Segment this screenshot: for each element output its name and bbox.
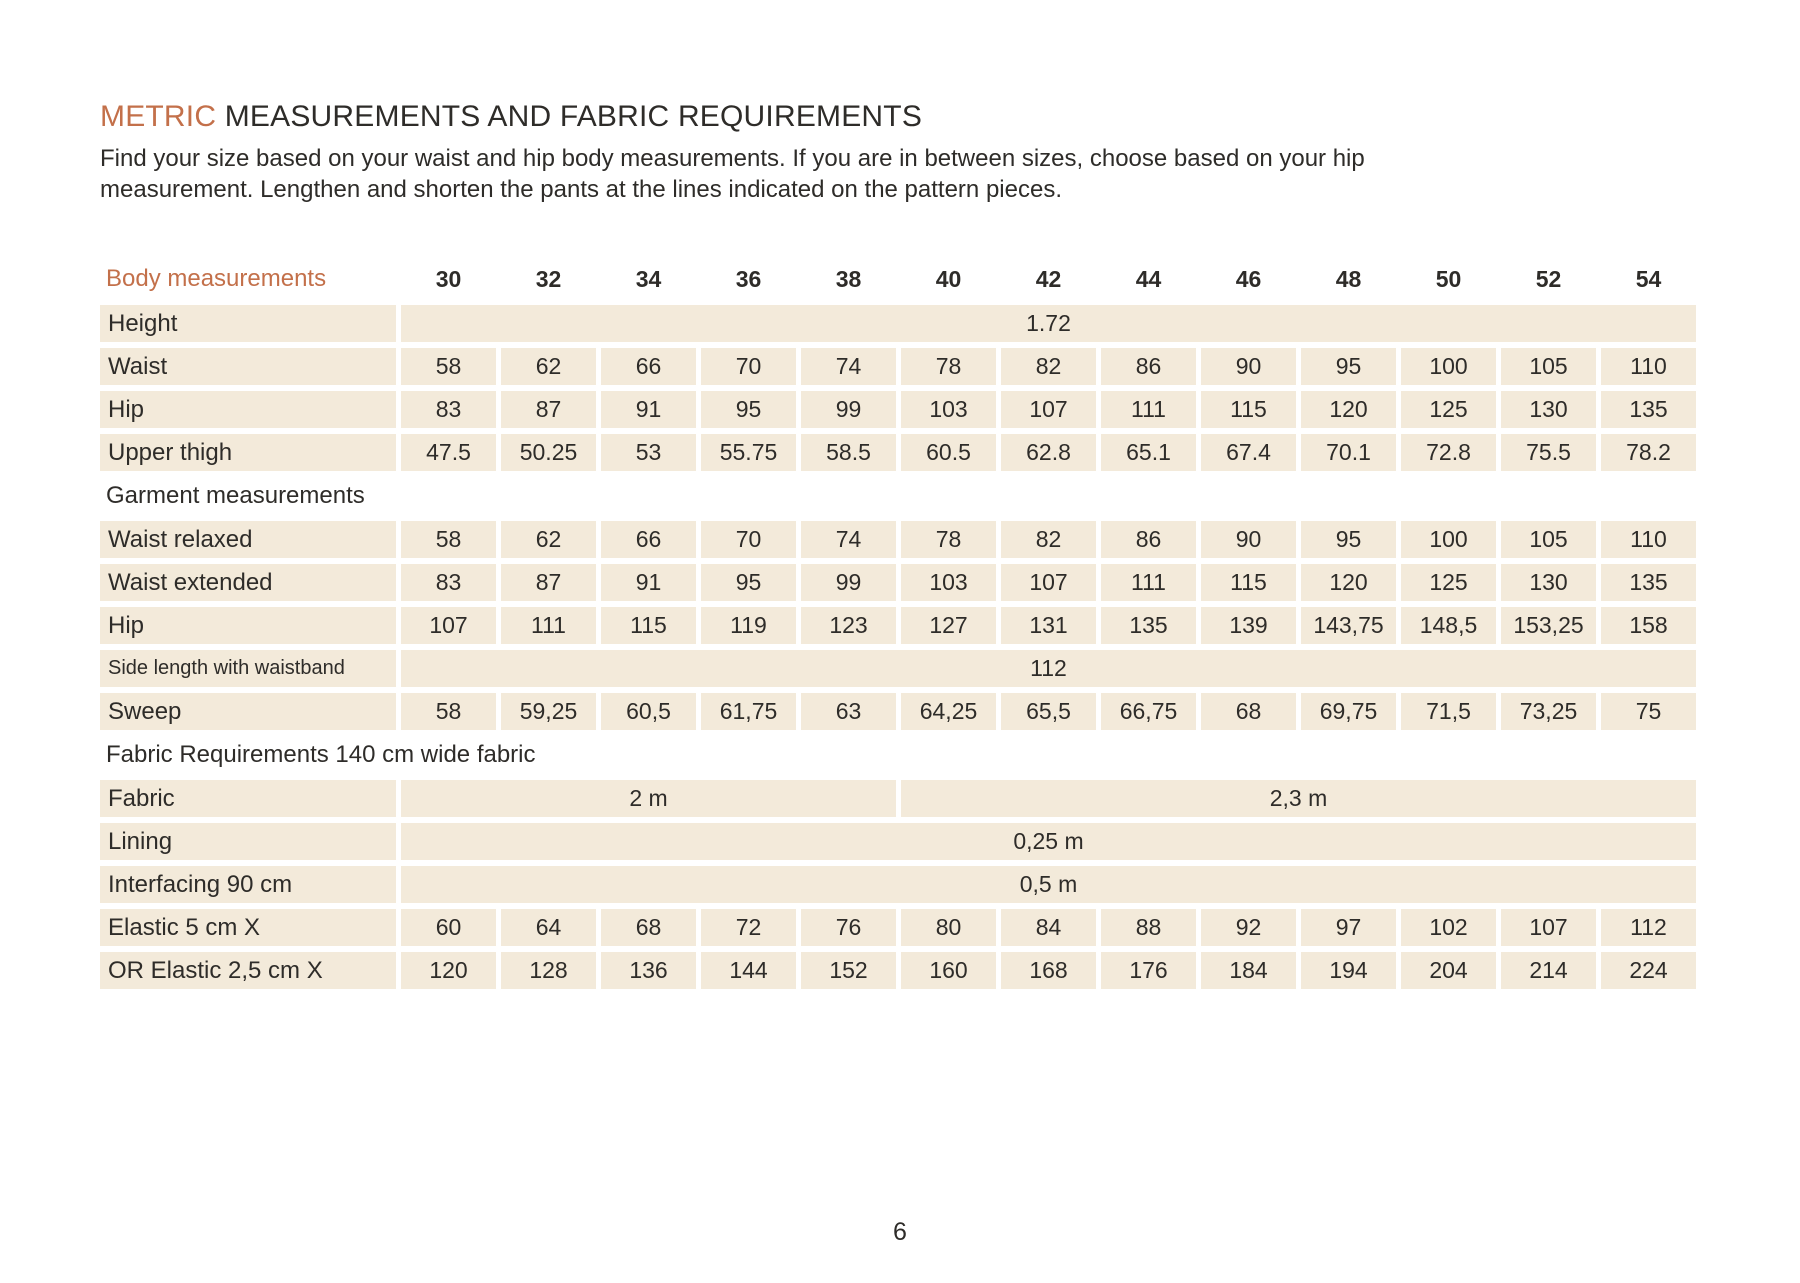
value-cell: 87 bbox=[501, 391, 596, 428]
value-cell: 103 bbox=[901, 564, 996, 601]
value-cell: 75.5 bbox=[1501, 434, 1596, 471]
value-cell: 78 bbox=[901, 521, 996, 558]
value-cell: 120 bbox=[1301, 391, 1396, 428]
size-column-header: 30 bbox=[435, 265, 462, 292]
value-cell: 88 bbox=[1101, 909, 1196, 946]
page-title-accent: METRIC bbox=[100, 100, 217, 133]
value-cell: 158 bbox=[1601, 607, 1696, 644]
row-label: Side length with waistband bbox=[100, 650, 396, 687]
value-cell: 143,75 bbox=[1301, 607, 1396, 644]
value-cell: 95 bbox=[701, 564, 796, 601]
value-cell: 131 bbox=[1001, 607, 1096, 644]
value-cell: 136 bbox=[601, 952, 696, 989]
value-cell: 83 bbox=[401, 564, 496, 601]
value-cell: 194 bbox=[1301, 952, 1396, 989]
value-cell: 69,75 bbox=[1301, 693, 1396, 730]
value-cell: 67.4 bbox=[1201, 434, 1296, 471]
table-header-label: Body measurements bbox=[106, 265, 327, 292]
value-cell: 152 bbox=[801, 952, 896, 989]
value-cell: 107 bbox=[1001, 564, 1096, 601]
value-cell: 70.1 bbox=[1301, 434, 1396, 471]
value-cell: 92 bbox=[1201, 909, 1296, 946]
value-cell: 103 bbox=[901, 391, 996, 428]
value-cell: 75 bbox=[1601, 693, 1696, 730]
value-cell: 65,5 bbox=[1001, 693, 1096, 730]
size-column-header: 48 bbox=[1335, 265, 1362, 292]
row-label: Interfacing 90 cm bbox=[100, 866, 396, 903]
row-label: Waist relaxed bbox=[100, 521, 396, 558]
row-label: Waist extended bbox=[100, 564, 396, 601]
value-cell: 120 bbox=[401, 952, 496, 989]
value-cell: 62 bbox=[501, 348, 596, 385]
size-column-header: 38 bbox=[835, 265, 862, 292]
row-label: OR Elastic 2,5 cm X bbox=[100, 952, 396, 989]
value-cell: 112 bbox=[1601, 909, 1696, 946]
value-cell: 204 bbox=[1401, 952, 1496, 989]
value-cell: 99 bbox=[801, 564, 896, 601]
value-cell: 86 bbox=[1101, 348, 1196, 385]
value-cell: 53 bbox=[601, 434, 696, 471]
value-cell: 144 bbox=[701, 952, 796, 989]
value-cell: 184 bbox=[1201, 952, 1296, 989]
size-table bbox=[100, 259, 1696, 989]
value-cell: 62 bbox=[501, 521, 596, 558]
page-content bbox=[100, 0, 1700, 989]
size-column-header: 40 bbox=[935, 265, 962, 292]
value-cell: 107 bbox=[1001, 391, 1096, 428]
value-cell: 91 bbox=[601, 564, 696, 601]
value-cell: 58 bbox=[401, 693, 496, 730]
value-cell: 135 bbox=[1101, 607, 1196, 644]
value-cell: 176 bbox=[1101, 952, 1196, 989]
value-cell: 0,25 m bbox=[401, 823, 1696, 860]
size-column-header: 46 bbox=[1235, 265, 1262, 292]
value-cell: 70 bbox=[701, 521, 796, 558]
value-cell: 80 bbox=[901, 909, 996, 946]
value-cell: 102 bbox=[1401, 909, 1496, 946]
value-cell: 115 bbox=[1201, 564, 1296, 601]
value-cell: 76 bbox=[801, 909, 896, 946]
value-cell: 50.25 bbox=[501, 434, 596, 471]
value-cell: 72.8 bbox=[1401, 434, 1496, 471]
value-cell: 111 bbox=[1101, 391, 1196, 428]
value-cell: 60 bbox=[401, 909, 496, 946]
value-cell: 62.8 bbox=[1001, 434, 1096, 471]
size-column-header: 44 bbox=[1135, 265, 1162, 292]
size-column-header: 52 bbox=[1535, 265, 1562, 292]
value-cell: 66,75 bbox=[1101, 693, 1196, 730]
value-cell: 63 bbox=[801, 693, 896, 730]
value-cell: 110 bbox=[1601, 348, 1696, 385]
value-cell: 100 bbox=[1401, 348, 1496, 385]
value-cell: 1.72 bbox=[401, 305, 1696, 342]
value-cell: 74 bbox=[801, 348, 896, 385]
value-cell: 91 bbox=[601, 391, 696, 428]
value-cell: 64,25 bbox=[901, 693, 996, 730]
value-cell: 64 bbox=[501, 909, 596, 946]
value-cell: 125 bbox=[1401, 391, 1496, 428]
value-cell: 82 bbox=[1001, 348, 1096, 385]
row-label: Lining bbox=[100, 823, 396, 860]
value-cell: 107 bbox=[401, 607, 496, 644]
value-cell: 58 bbox=[401, 521, 496, 558]
row-label: Elastic 5 cm X bbox=[100, 909, 396, 946]
value-cell: 112 bbox=[401, 650, 1696, 687]
value-cell: 68 bbox=[1201, 693, 1296, 730]
value-cell: 120 bbox=[1301, 564, 1396, 601]
value-cell: 60.5 bbox=[901, 434, 996, 471]
size-column-header: 54 bbox=[1635, 265, 1662, 292]
value-cell: 2,3 m bbox=[901, 780, 1696, 817]
value-cell: 224 bbox=[1601, 952, 1696, 989]
value-cell: 82 bbox=[1001, 521, 1096, 558]
value-cell: 127 bbox=[901, 607, 996, 644]
size-column-header: 50 bbox=[1435, 265, 1462, 292]
size-column-header: 42 bbox=[1035, 265, 1062, 292]
value-cell: 115 bbox=[1201, 391, 1296, 428]
value-cell: 135 bbox=[1601, 391, 1696, 428]
value-cell: 139 bbox=[1201, 607, 1296, 644]
value-cell: 130 bbox=[1501, 391, 1596, 428]
value-cell: 73,25 bbox=[1501, 693, 1596, 730]
value-cell: 65.1 bbox=[1101, 434, 1196, 471]
value-cell: 0,5 m bbox=[401, 866, 1696, 903]
value-cell: 148,5 bbox=[1401, 607, 1496, 644]
size-column-header: 32 bbox=[535, 265, 562, 292]
size-column-header: 36 bbox=[735, 265, 762, 292]
value-cell: 68 bbox=[601, 909, 696, 946]
value-cell: 111 bbox=[1101, 564, 1196, 601]
value-cell: 110 bbox=[1601, 521, 1696, 558]
row-label: Height bbox=[100, 305, 396, 342]
value-cell: 214 bbox=[1501, 952, 1596, 989]
value-cell: 107 bbox=[1501, 909, 1596, 946]
value-cell: 58 bbox=[401, 348, 496, 385]
section-heading: Garment measurements bbox=[106, 482, 365, 509]
value-cell: 105 bbox=[1501, 348, 1596, 385]
value-cell: 86 bbox=[1101, 521, 1196, 558]
value-cell: 83 bbox=[401, 391, 496, 428]
value-cell: 84 bbox=[1001, 909, 1096, 946]
page-title bbox=[100, 100, 1700, 134]
value-cell: 74 bbox=[801, 521, 896, 558]
value-cell: 78 bbox=[901, 348, 996, 385]
row-label: Hip bbox=[100, 391, 396, 428]
value-cell: 119 bbox=[701, 607, 796, 644]
value-cell: 58.5 bbox=[801, 434, 896, 471]
value-cell: 153,25 bbox=[1501, 607, 1596, 644]
value-cell: 66 bbox=[601, 521, 696, 558]
value-cell: 72 bbox=[701, 909, 796, 946]
row-label: Hip bbox=[100, 607, 396, 644]
value-cell: 71,5 bbox=[1401, 693, 1496, 730]
row-label: Sweep bbox=[100, 693, 396, 730]
value-cell: 100 bbox=[1401, 521, 1496, 558]
value-cell: 2 m bbox=[401, 780, 896, 817]
intro-paragraph bbox=[100, 143, 1700, 205]
value-cell: 105 bbox=[1501, 521, 1596, 558]
row-label: Waist bbox=[100, 348, 396, 385]
value-cell: 70 bbox=[701, 348, 796, 385]
page-number: 6 bbox=[893, 1218, 907, 1246]
value-cell: 160 bbox=[901, 952, 996, 989]
value-cell: 61,75 bbox=[701, 693, 796, 730]
intro-line-2: measurement. Lengthen and shorten the pants at the lines indicated on the pattern pieces. bbox=[100, 176, 1062, 203]
section-heading: Fabric Requirements 140 cm wide fabric bbox=[106, 741, 536, 768]
value-cell: 90 bbox=[1201, 348, 1296, 385]
value-cell: 128 bbox=[501, 952, 596, 989]
size-column-header: 34 bbox=[635, 265, 662, 292]
value-cell: 111 bbox=[501, 607, 596, 644]
value-cell: 59,25 bbox=[501, 693, 596, 730]
intro-line-1: Find your size based on your waist and hip body measurements. If you are in between sizes, choose based on your hip bbox=[100, 145, 1365, 172]
value-cell: 87 bbox=[501, 564, 596, 601]
value-cell: 47.5 bbox=[401, 434, 496, 471]
value-cell: 66 bbox=[601, 348, 696, 385]
row-label: Fabric bbox=[100, 780, 396, 817]
value-cell: 168 bbox=[1001, 952, 1096, 989]
value-cell: 95 bbox=[1301, 521, 1396, 558]
page-title-rest: MEASUREMENTS AND FABRIC REQUIREMENTS bbox=[216, 100, 923, 133]
value-cell: 130 bbox=[1501, 564, 1596, 601]
value-cell: 95 bbox=[701, 391, 796, 428]
value-cell: 115 bbox=[601, 607, 696, 644]
value-cell: 135 bbox=[1601, 564, 1696, 601]
value-cell: 90 bbox=[1201, 521, 1296, 558]
value-cell: 78.2 bbox=[1601, 434, 1696, 471]
value-cell: 99 bbox=[801, 391, 896, 428]
value-cell: 95 bbox=[1301, 348, 1396, 385]
value-cell: 123 bbox=[801, 607, 896, 644]
value-cell: 125 bbox=[1401, 564, 1496, 601]
value-cell: 97 bbox=[1301, 909, 1396, 946]
row-label: Upper thigh bbox=[100, 434, 396, 471]
value-cell: 55.75 bbox=[701, 434, 796, 471]
value-cell: 60,5 bbox=[601, 693, 696, 730]
